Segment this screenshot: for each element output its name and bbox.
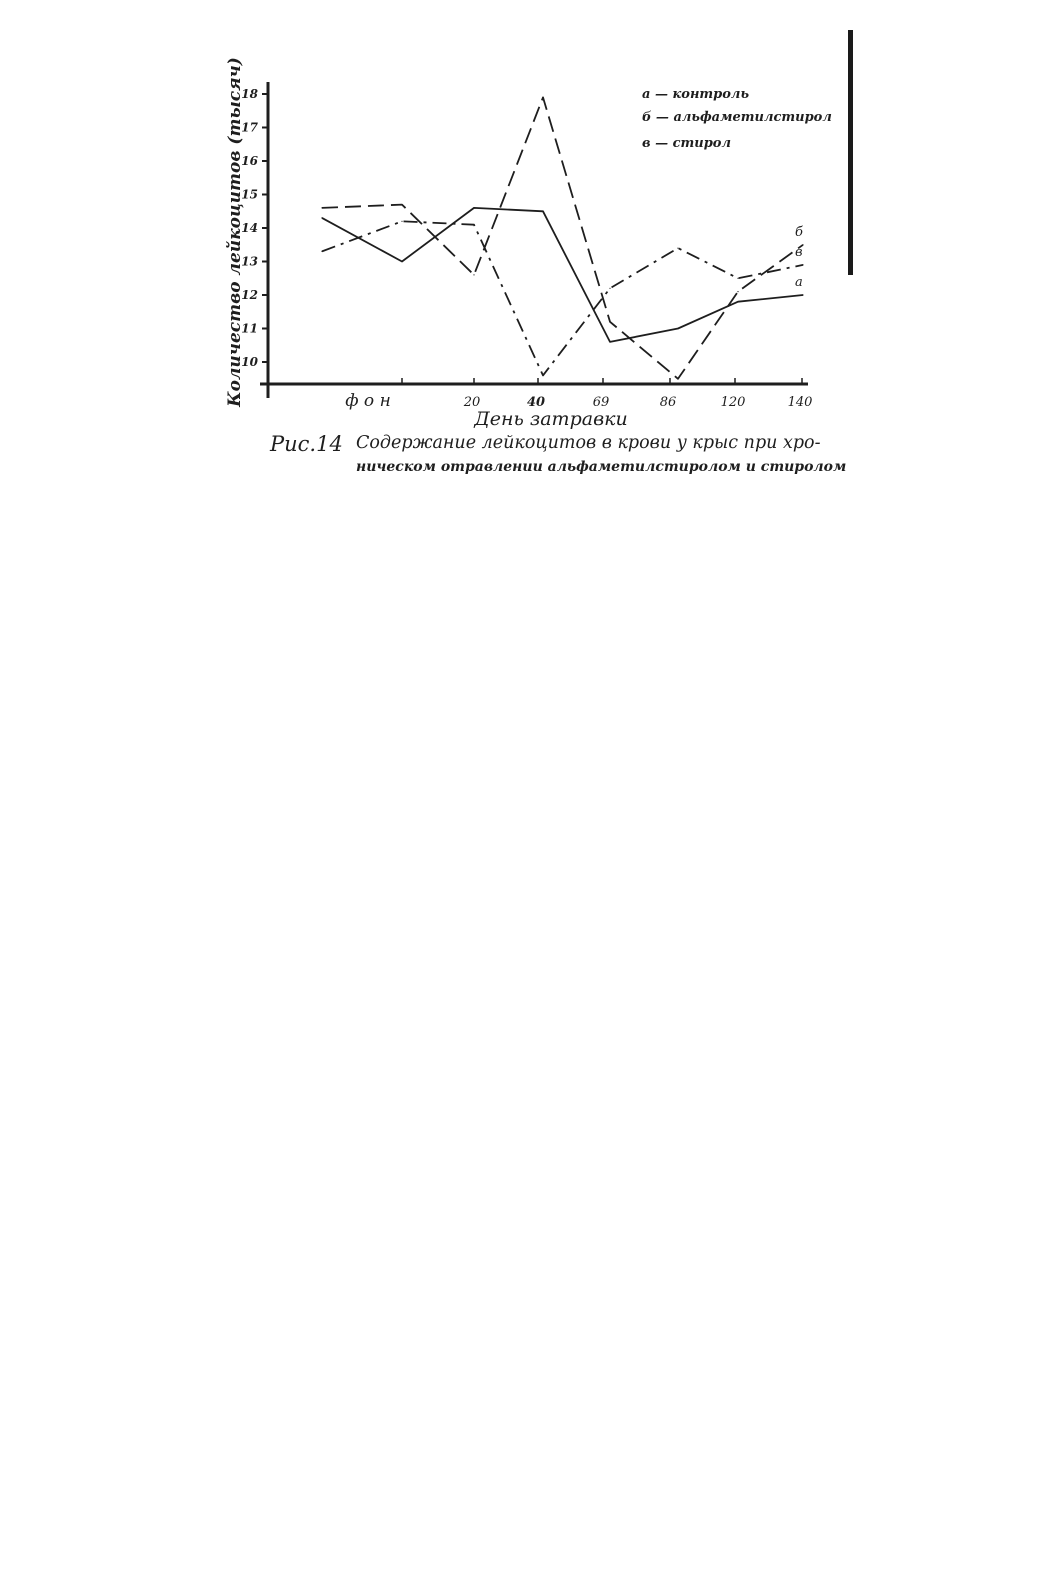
y-tick-label: 14 [241,221,258,235]
data-point [737,278,738,279]
data-point [737,291,738,292]
x-tick-label: 120 [720,395,746,410]
y-tick-label: 12 [241,288,258,302]
legend-entry-control: а — контроль [642,87,750,102]
data-point [321,251,322,252]
data-point [473,207,474,208]
y-tick-label: 11 [241,321,258,336]
x-tick-label: 20 [463,395,481,410]
data-point [321,217,322,218]
x-tick-label: 86 [659,395,677,410]
series-layer [321,97,803,380]
data-point [802,244,803,245]
y-tick-label: 13 [241,254,258,269]
series-end-label: а [795,275,803,290]
x-tick-label: ф о н [345,391,391,411]
series-стирол [321,221,803,376]
chart-legend [642,87,832,151]
y-axis-ticks [241,87,268,369]
data-point [401,221,402,222]
data-point [542,375,543,376]
series-line-стирол [322,221,803,375]
data-point [677,378,678,379]
figure-number: Рис.14 [270,432,343,456]
data-point [802,294,803,295]
data-point [677,328,678,329]
data-point [542,97,543,98]
data-point [321,207,322,208]
data-point [609,321,610,322]
data-point [737,301,738,302]
x-tick-label: 40 [526,395,546,410]
data-point [609,288,610,289]
series-end-label: в [795,244,803,260]
x-axis-title: День затравки [474,408,628,430]
data-point [802,264,803,265]
data-point [609,341,610,342]
data-point [473,274,474,275]
figure-caption-line-1: Содержание лейкоцитов в крови у крыс при хро- [356,433,821,453]
data-point [401,261,402,262]
figure-caption-line-2: ническом отравлении альфаметилстиролом и стиролом [356,459,847,475]
data-point [542,211,543,212]
series-альфаметилстирол [321,97,803,380]
y-axis-title: Количество лейкоцитов (тысяч) [225,57,245,407]
x-tick-label: 69 [592,395,610,410]
data-point [401,204,402,205]
data-point [677,248,678,249]
y-tick-label: 17 [241,120,258,135]
y-tick-label: 16 [241,154,258,168]
series-end-label: б [795,224,803,240]
data-point [473,224,474,225]
legend-entry-alphamethylstyrene: б — альфаметилстирол [642,110,832,125]
y-tick-label: 15 [241,187,258,202]
y-tick-label: 10 [241,355,258,369]
y-tick-label: 18 [241,87,258,101]
x-tick-label: 140 [787,395,813,410]
legend-entry-styrene: в — стирол [642,136,731,151]
